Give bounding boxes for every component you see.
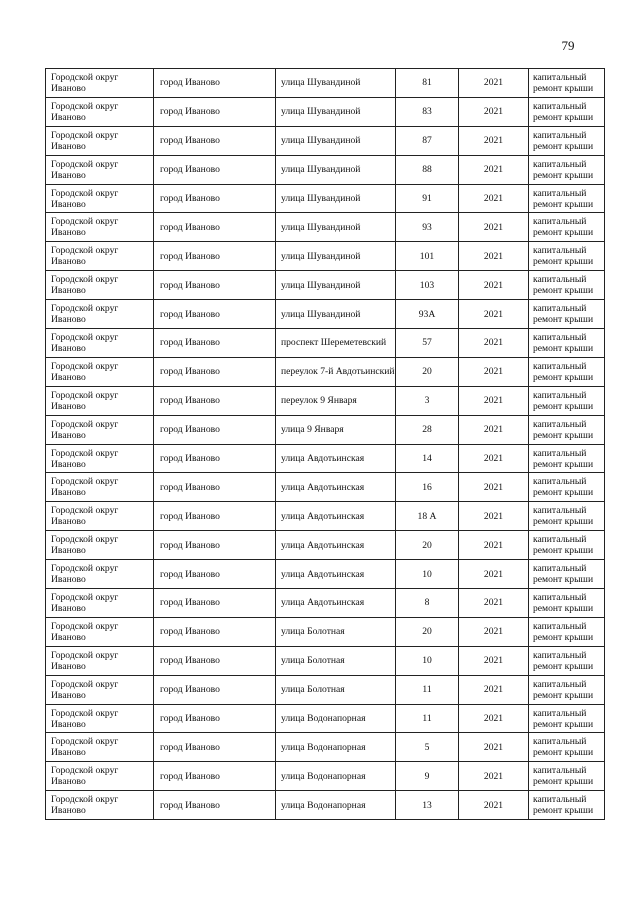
table-row (46, 762, 605, 791)
city-cell: город Иваново (154, 502, 276, 531)
street-cell: улица Водонапорная (276, 762, 396, 791)
street-cell: улица Водонапорная (276, 733, 396, 762)
city-cell: город Иваново (154, 357, 276, 386)
street-cell: улица Шувандиной (276, 97, 396, 126)
district-cell: Городской округ Иваново (46, 69, 154, 98)
year-cell: 2021 (459, 531, 529, 560)
work-type-cell: капитальный ремонт крыши (529, 155, 605, 184)
house-number-cell: 93 (396, 213, 459, 242)
house-number-cell: 8 (396, 589, 459, 618)
year-cell: 2021 (459, 300, 529, 329)
work-type-cell: капитальный ремонт крыши (529, 733, 605, 762)
house-number-cell: 10 (396, 560, 459, 589)
work-type-cell: капитальный ремонт крыши (529, 184, 605, 213)
work-type-cell: капитальный ремонт крыши (529, 97, 605, 126)
year-cell: 2021 (459, 444, 529, 473)
district-cell: Городской округ Иваново (46, 242, 154, 271)
table-row (46, 184, 605, 213)
city-cell: город Иваново (154, 69, 276, 98)
house-number-cell: 103 (396, 271, 459, 300)
house-number-cell: 13 (396, 791, 459, 820)
district-cell: Городской округ Иваново (46, 213, 154, 242)
district-cell: Городской округ Иваново (46, 184, 154, 213)
house-number-cell: 81 (396, 69, 459, 98)
year-cell: 2021 (459, 617, 529, 646)
city-cell: город Иваново (154, 386, 276, 415)
house-number-cell: 20 (396, 357, 459, 386)
city-cell: город Иваново (154, 300, 276, 329)
house-number-cell: 87 (396, 126, 459, 155)
city-cell: город Иваново (154, 646, 276, 675)
table-row (46, 646, 605, 675)
table-row (46, 415, 605, 444)
year-cell: 2021 (459, 704, 529, 733)
district-cell: Городской округ Иваново (46, 589, 154, 618)
city-cell: город Иваново (154, 675, 276, 704)
street-cell: улица Шувандиной (276, 242, 396, 271)
work-type-cell: капитальный ремонт крыши (529, 271, 605, 300)
city-cell: город Иваново (154, 531, 276, 560)
city-cell: город Иваново (154, 155, 276, 184)
district-cell: Городской округ Иваново (46, 97, 154, 126)
work-type-cell: капитальный ремонт крыши (529, 675, 605, 704)
year-cell: 2021 (459, 184, 529, 213)
year-cell: 2021 (459, 733, 529, 762)
year-cell: 2021 (459, 271, 529, 300)
year-cell: 2021 (459, 646, 529, 675)
city-cell: город Иваново (154, 444, 276, 473)
work-type-cell: капитальный ремонт крыши (529, 357, 605, 386)
district-cell: Городской округ Иваново (46, 300, 154, 329)
street-cell: переулок 7-й Авдотьинский (276, 357, 396, 386)
street-cell: улица Шувандиной (276, 271, 396, 300)
house-number-cell: 10 (396, 646, 459, 675)
table-row (46, 589, 605, 618)
table-row (46, 69, 605, 98)
city-cell: город Иваново (154, 589, 276, 618)
district-cell: Городской округ Иваново (46, 126, 154, 155)
table-row (46, 126, 605, 155)
district-cell: Городской округ Иваново (46, 791, 154, 820)
street-cell: улица Авдотьинская (276, 531, 396, 560)
year-cell: 2021 (459, 213, 529, 242)
table-row (46, 300, 605, 329)
house-number-cell: 57 (396, 329, 459, 358)
table-row (46, 444, 605, 473)
year-cell: 2021 (459, 502, 529, 531)
year-cell: 2021 (459, 69, 529, 98)
year-cell: 2021 (459, 791, 529, 820)
district-cell: Городской округ Иваново (46, 704, 154, 733)
work-type-cell: капитальный ремонт крыши (529, 415, 605, 444)
city-cell: город Иваново (154, 329, 276, 358)
street-cell: улица 9 Января (276, 415, 396, 444)
house-number-cell: 9 (396, 762, 459, 791)
work-type-cell: капитальный ремонт крыши (529, 791, 605, 820)
district-cell: Городской округ Иваново (46, 646, 154, 675)
year-cell: 2021 (459, 242, 529, 271)
table-row (46, 329, 605, 358)
year-cell: 2021 (459, 97, 529, 126)
street-cell: улица Шувандиной (276, 126, 396, 155)
table-row (46, 502, 605, 531)
work-type-cell: капитальный ремонт крыши (529, 69, 605, 98)
street-cell: проспект Шереметевский (276, 329, 396, 358)
city-cell: город Иваново (154, 213, 276, 242)
street-cell: улица Шувандиной (276, 300, 396, 329)
street-cell: улица Болотная (276, 646, 396, 675)
work-type-cell: капитальный ремонт крыши (529, 762, 605, 791)
street-cell: улица Болотная (276, 617, 396, 646)
work-type-cell: капитальный ремонт крыши (529, 560, 605, 589)
work-type-cell: капитальный ремонт крыши (529, 502, 605, 531)
district-cell: Городской округ Иваново (46, 329, 154, 358)
year-cell: 2021 (459, 415, 529, 444)
year-cell: 2021 (459, 589, 529, 618)
year-cell: 2021 (459, 329, 529, 358)
house-number-cell: 11 (396, 675, 459, 704)
work-type-cell: капитальный ремонт крыши (529, 386, 605, 415)
street-cell: улица Авдотьинская (276, 502, 396, 531)
work-type-cell: капитальный ремонт крыши (529, 213, 605, 242)
page-number: 79 (561, 38, 575, 53)
city-cell: город Иваново (154, 242, 276, 271)
city-cell: город Иваново (154, 126, 276, 155)
district-cell: Городской округ Иваново (46, 675, 154, 704)
house-number-cell: 3 (396, 386, 459, 415)
district-cell: Городской округ Иваново (46, 357, 154, 386)
work-type-cell: капитальный ремонт крыши (529, 473, 605, 502)
city-cell: город Иваново (154, 560, 276, 589)
street-cell: улица Авдотьинская (276, 473, 396, 502)
house-number-cell: 16 (396, 473, 459, 502)
street-cell: улица Шувандиной (276, 184, 396, 213)
table-row (46, 213, 605, 242)
work-type-cell: капитальный ремонт крыши (529, 242, 605, 271)
street-cell: улица Шувандиной (276, 69, 396, 98)
table-row (46, 155, 605, 184)
house-number-cell: 11 (396, 704, 459, 733)
house-number-cell: 20 (396, 531, 459, 560)
year-cell: 2021 (459, 675, 529, 704)
year-cell: 2021 (459, 386, 529, 415)
house-number-cell: 14 (396, 444, 459, 473)
district-cell: Городской округ Иваново (46, 502, 154, 531)
street-cell: улица Шувандиной (276, 213, 396, 242)
table-row (46, 386, 605, 415)
district-cell: Городской округ Иваново (46, 271, 154, 300)
table-row (46, 675, 605, 704)
table-row (46, 791, 605, 820)
district-cell: Городской округ Иваново (46, 733, 154, 762)
street-cell: переулок 9 Января (276, 386, 396, 415)
house-number-cell: 20 (396, 617, 459, 646)
work-type-cell: капитальный ремонт крыши (529, 329, 605, 358)
street-cell: улица Болотная (276, 675, 396, 704)
house-number-cell: 91 (396, 184, 459, 213)
house-number-cell: 101 (396, 242, 459, 271)
house-number-cell: 83 (396, 97, 459, 126)
work-type-cell: капитальный ремонт крыши (529, 617, 605, 646)
house-number-cell: 93А (396, 300, 459, 329)
house-number-cell: 28 (396, 415, 459, 444)
year-cell: 2021 (459, 155, 529, 184)
street-cell: улица Шувандиной (276, 155, 396, 184)
table-row (46, 357, 605, 386)
table-row (46, 704, 605, 733)
district-cell: Городской округ Иваново (46, 415, 154, 444)
work-type-cell: капитальный ремонт крыши (529, 704, 605, 733)
table-row (46, 733, 605, 762)
roof-repair-table (45, 68, 605, 820)
district-cell: Городской округ Иваново (46, 617, 154, 646)
table-row (46, 97, 605, 126)
table-row (46, 242, 605, 271)
year-cell: 2021 (459, 473, 529, 502)
city-cell: город Иваново (154, 415, 276, 444)
year-cell: 2021 (459, 762, 529, 791)
district-cell: Городской округ Иваново (46, 531, 154, 560)
district-cell: Городской округ Иваново (46, 560, 154, 589)
house-number-cell: 88 (396, 155, 459, 184)
work-type-cell: капитальный ремонт крыши (529, 444, 605, 473)
city-cell: город Иваново (154, 791, 276, 820)
table-row (46, 560, 605, 589)
year-cell: 2021 (459, 560, 529, 589)
district-cell: Городской округ Иваново (46, 386, 154, 415)
street-cell: улица Водонапорная (276, 791, 396, 820)
work-type-cell: капитальный ремонт крыши (529, 531, 605, 560)
city-cell: город Иваново (154, 762, 276, 791)
city-cell: город Иваново (154, 704, 276, 733)
city-cell: город Иваново (154, 184, 276, 213)
street-cell: улица Авдотьинская (276, 560, 396, 589)
house-number-cell: 5 (396, 733, 459, 762)
city-cell: город Иваново (154, 97, 276, 126)
city-cell: город Иваново (154, 271, 276, 300)
city-cell: город Иваново (154, 733, 276, 762)
district-cell: Городской округ Иваново (46, 155, 154, 184)
district-cell: Городской округ Иваново (46, 444, 154, 473)
work-type-cell: капитальный ремонт крыши (529, 126, 605, 155)
street-cell: улица Водонапорная (276, 704, 396, 733)
table-row (46, 473, 605, 502)
work-type-cell: капитальный ремонт крыши (529, 646, 605, 675)
table-row (46, 617, 605, 646)
table-row (46, 271, 605, 300)
street-cell: улица Авдотьинская (276, 444, 396, 473)
district-cell: Городской округ Иваново (46, 473, 154, 502)
table-body (46, 69, 605, 820)
street-cell: улица Авдотьинская (276, 589, 396, 618)
year-cell: 2021 (459, 357, 529, 386)
work-type-cell: капитальный ремонт крыши (529, 589, 605, 618)
table-row (46, 531, 605, 560)
district-cell: Городской округ Иваново (46, 762, 154, 791)
year-cell: 2021 (459, 126, 529, 155)
city-cell: город Иваново (154, 473, 276, 502)
house-number-cell: 18 А (396, 502, 459, 531)
work-type-cell: капитальный ремонт крыши (529, 300, 605, 329)
city-cell: город Иваново (154, 617, 276, 646)
